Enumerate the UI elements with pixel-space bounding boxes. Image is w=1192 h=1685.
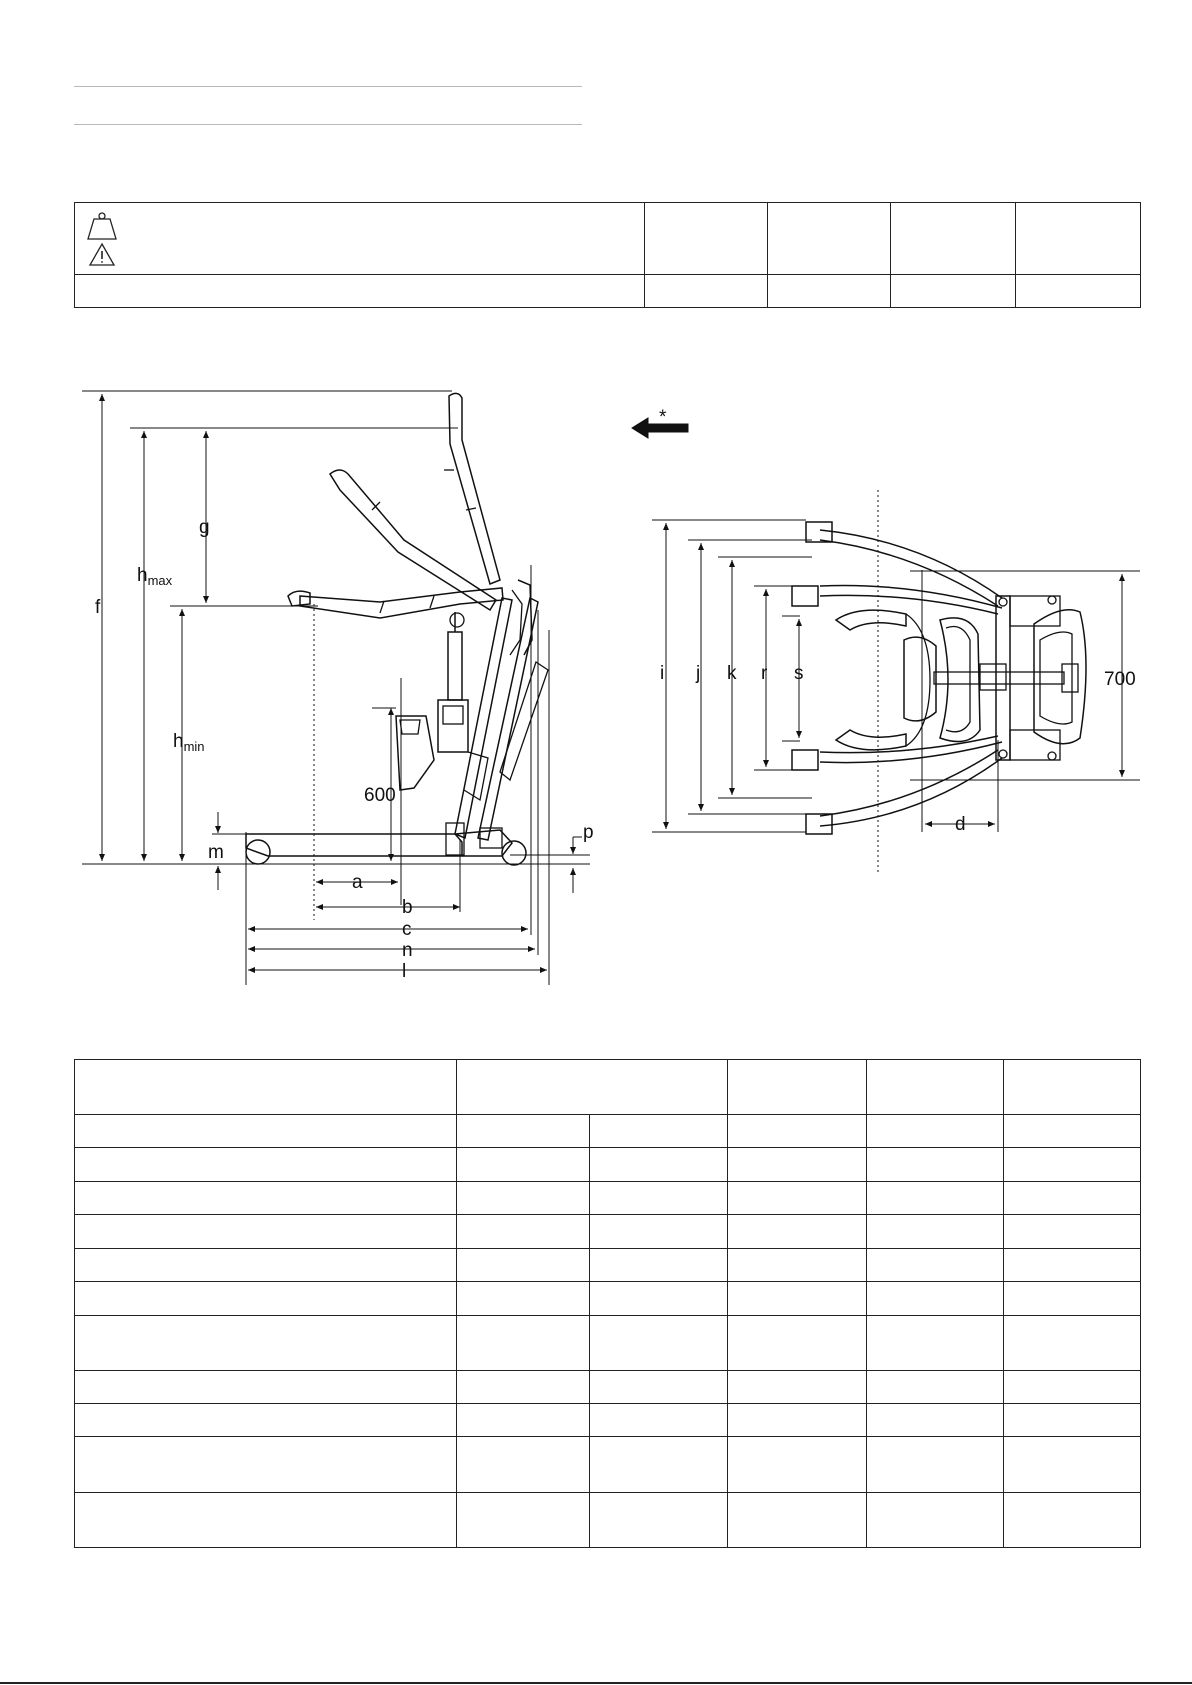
table-cell <box>589 1282 728 1316</box>
label-600: 600 <box>364 785 396 806</box>
label-hmin-sub: min <box>183 739 205 754</box>
label-s: s <box>794 663 804 684</box>
table-cell <box>866 1182 1004 1215</box>
table-cell <box>866 1148 1004 1182</box>
table-cell <box>1004 1316 1141 1371</box>
label-i: i <box>660 663 665 684</box>
table-cell <box>456 1249 589 1282</box>
table-row <box>75 1371 1141 1404</box>
table-cell <box>1004 1282 1141 1316</box>
table-cell <box>75 1282 457 1316</box>
table-cell <box>1004 1371 1141 1404</box>
table-cell <box>75 1148 457 1182</box>
table-cell <box>1004 1182 1141 1215</box>
table-cell <box>866 1404 1004 1437</box>
table-cell <box>456 1215 589 1249</box>
table-cell <box>1004 1148 1141 1182</box>
label-g: g <box>199 517 210 538</box>
table-cell <box>456 1115 589 1148</box>
table-cell <box>75 1215 457 1249</box>
table-cell <box>1004 1115 1141 1148</box>
table-cell <box>456 1148 589 1182</box>
table-cell <box>589 1215 728 1249</box>
label-l: l <box>402 961 407 982</box>
table-row <box>75 1249 1141 1282</box>
table-cell <box>866 1060 1004 1115</box>
table-cell <box>589 1182 728 1215</box>
top-view <box>652 490 1140 875</box>
label-k: k <box>727 663 737 684</box>
table-cell <box>1004 1249 1141 1282</box>
table-cell <box>456 1371 589 1404</box>
label-m: m <box>208 842 224 863</box>
table-cell <box>1004 1493 1141 1548</box>
table-cell <box>866 1282 1004 1316</box>
spec-table <box>74 1059 1141 1548</box>
table-cell <box>728 1182 867 1215</box>
table-cell <box>1004 1437 1141 1493</box>
label-b: b <box>402 897 413 918</box>
table-cell <box>589 1316 728 1371</box>
table-cell <box>728 1493 867 1548</box>
table-cell <box>589 1148 728 1182</box>
table-cell <box>1004 1215 1141 1249</box>
side-view <box>82 391 590 985</box>
table-cell <box>728 1249 867 1282</box>
table-cell <box>456 1437 589 1493</box>
table-cell <box>589 1249 728 1282</box>
table-cell <box>728 1404 867 1437</box>
table-cell <box>75 1371 457 1404</box>
table-cell <box>456 1316 589 1371</box>
label-d: d <box>955 814 966 835</box>
table-cell <box>866 1437 1004 1493</box>
label-hmax-base: h <box>137 565 148 586</box>
table-row <box>75 1148 1141 1182</box>
table-cell <box>75 1437 457 1493</box>
table-cell <box>589 1437 728 1493</box>
table-cell <box>728 1437 867 1493</box>
table-cell <box>1004 1404 1141 1437</box>
table-cell <box>728 1148 867 1182</box>
label-c: c <box>402 919 412 940</box>
table-cell <box>589 1115 728 1148</box>
table-cell <box>456 1493 589 1548</box>
table-cell <box>589 1371 728 1404</box>
label-n: n <box>402 940 413 961</box>
table-row <box>75 1316 1141 1371</box>
table-cell <box>866 1249 1004 1282</box>
table-cell <box>728 1371 867 1404</box>
label-f: f <box>95 597 101 618</box>
label-a: a <box>352 872 363 893</box>
table-cell <box>866 1115 1004 1148</box>
table-cell <box>589 1404 728 1437</box>
table-cell <box>728 1060 867 1115</box>
table-cell <box>1004 1060 1141 1115</box>
table-cell <box>456 1282 589 1316</box>
table-cell <box>589 1493 728 1548</box>
table-cell <box>456 1182 589 1215</box>
table-cell <box>75 1249 457 1282</box>
label-j: j <box>696 663 701 684</box>
table-cell <box>75 1493 457 1548</box>
table-cell <box>866 1316 1004 1371</box>
table-cell <box>75 1404 457 1437</box>
table-row <box>75 1215 1141 1249</box>
table-cell <box>75 1316 457 1371</box>
label-hmin-base: h <box>173 731 184 752</box>
label-hmax <box>137 565 173 588</box>
table-row <box>75 1493 1141 1548</box>
table-row <box>75 1404 1141 1437</box>
table-row <box>75 1437 1141 1493</box>
table-row <box>75 1060 1141 1115</box>
table-cell <box>866 1215 1004 1249</box>
table-row <box>75 1115 1141 1148</box>
table-cell <box>75 1115 457 1148</box>
table-cell <box>728 1282 867 1316</box>
label-hmin <box>173 731 205 754</box>
table-cell <box>866 1371 1004 1404</box>
label-r: r <box>761 663 768 684</box>
footer-rule <box>0 1682 1192 1684</box>
table-cell <box>728 1215 867 1249</box>
table-row <box>75 1182 1141 1215</box>
table-cell <box>75 1182 457 1215</box>
table-cell <box>728 1316 867 1371</box>
table-cell <box>456 1404 589 1437</box>
table-cell <box>75 1060 457 1115</box>
label-p: p <box>583 822 594 843</box>
label-hmax-sub: max <box>147 573 173 588</box>
table-cell <box>728 1115 867 1148</box>
table-cell <box>866 1493 1004 1548</box>
table-cell <box>456 1060 727 1115</box>
table-row <box>75 1282 1141 1316</box>
direction-marker: * <box>659 407 667 428</box>
label-700: 700 <box>1104 669 1136 690</box>
